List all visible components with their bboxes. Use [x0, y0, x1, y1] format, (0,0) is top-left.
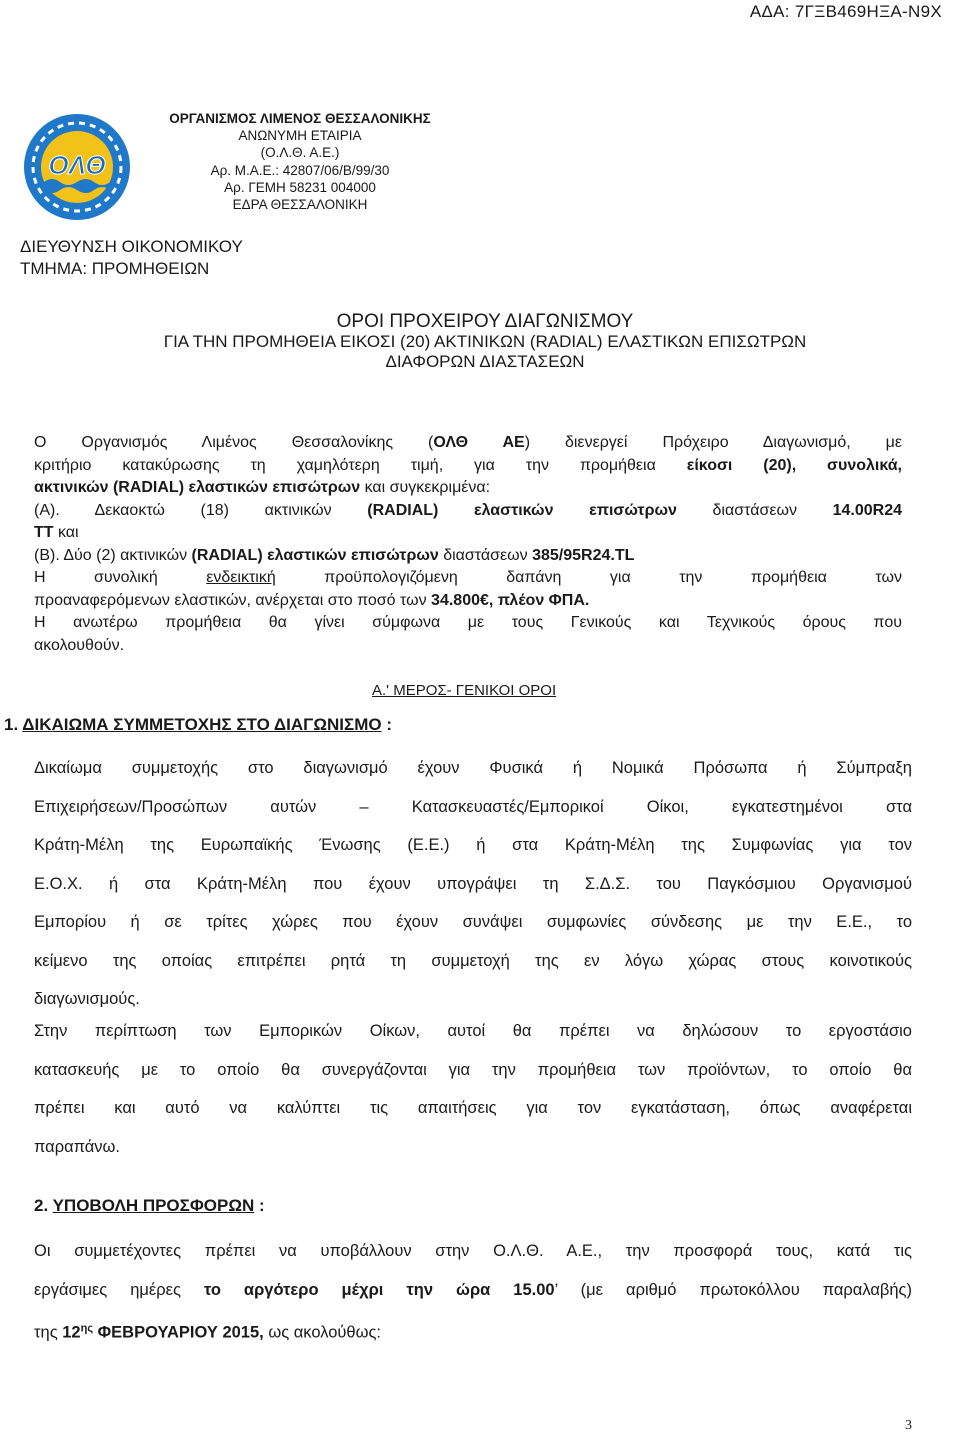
- text: ΔΙΚΑΙΩΜΑ ΣΥΜΜΕΤΟΧΗΣ ΣΤΟ ΔΙΑΓΩΝΙΣΜΟ: [22, 715, 382, 734]
- paragraph-line: Οι συμμετέχοντες πρέπει να υποβάλλουν στην Ο.Λ.Θ. Α.Ε., την προσφορά τους, κατά τις: [34, 1242, 912, 1260]
- paragraph-line: [34, 1309, 912, 1352]
- title-line: ΟΡΟΙ ΠΡΟΧΕΙΡΟΥ ΔΙΑΓΩΝΙΣΜΟΥ: [336, 311, 634, 332]
- item-b: [34, 545, 902, 568]
- paragraph-line: Επιχειρήσεων/Προσώπων αυτών – Κατασκευαστές/Εμπορικοί Οίκοι, εγκατεστημένοι στα: [34, 797, 912, 816]
- paragraph-line: παραπάνω.: [34, 1137, 121, 1156]
- intro-line: [34, 432, 902, 455]
- paragraph-line: Εμπορίου ή σε τρίτες χώρες που έχουν συνάψει συμφωνίες σύνδεσης με την Ε.Ε., το: [34, 913, 912, 931]
- svg-text:ΟΛΘ: ΟΛΘ: [48, 150, 106, 180]
- section-1-heading: [4, 715, 392, 735]
- terms-line: ακολουθούν.: [34, 636, 125, 654]
- paragraph-line: Ε.Ο.Χ. ή στα Κράτη-Μέλη που έχουν υπογράψει τη Σ.Δ.Σ. του Παγκόσμιου Οργανισμού: [34, 874, 912, 893]
- submission-paragraph: [34, 1232, 912, 1352]
- text: το αργότερο μέχρι την ώρα 15.00: [203, 1280, 555, 1299]
- paragraph-line: Δικαίωμα συμμετοχής στο διαγωνισμό έχουν Φυσικά ή Νομικά Πρόσωπα ή Σύμπραξη: [34, 759, 912, 777]
- title-line: ΓΙΑ ΤΗΝ ΠΡΟΜΗΘΕΙΑ ΕΙΚΟΣΙ (20) ΑΚΤΙΝΙΚΩΝ (RADIAL) ΕΛΑΣΤΙΚΩΝ ΕΠΙΣΩΤΡΩΝ: [163, 332, 807, 351]
- ada-code: ΑΔΑ: 7ΓΞΒ469ΗΞΑ-Ν9Χ: [749, 2, 942, 21]
- text: ) διενεργεί Πρόχειρο Διαγωνισμό, με: [524, 434, 903, 451]
- text: (Β).: [34, 546, 60, 564]
- participation-paragraph: [34, 749, 912, 1019]
- text: ΟΛΘ ΑΕ: [433, 434, 525, 451]
- org-line: Αρ. ΓΕΜΗ 58231 004000: [224, 179, 376, 195]
- title-line: ΔΙΑΦΟΡΩΝ ΔΙΑΣΤΑΣΕΩΝ: [385, 352, 585, 371]
- text: 14.00R24: [832, 501, 902, 519]
- paragraph-line: διαγωνισμούς.: [34, 990, 140, 1008]
- section-name: ΤΜΗΜΑ: ΠΡΟΜΗΘΕΙΩΝ: [20, 259, 210, 278]
- intro-line: [34, 477, 902, 500]
- text: (RADIAL) ελαστικών επισώτρων: [191, 546, 439, 564]
- superscript: ης: [80, 1322, 94, 1334]
- text: 2.: [34, 1196, 53, 1215]
- text: ΤΤ: [34, 524, 54, 541]
- org-line: Αρ. Μ.Α.Ε.: 42807/06/Β/99/30: [210, 162, 390, 178]
- org-line: ΑΝΩΝΥΜΗ ΕΤΑΙΡΙΑ: [238, 128, 362, 144]
- text: Ο Οργανισμός Λιμένος Θεσσαλονίκης (: [34, 434, 434, 451]
- text: της: [34, 1323, 63, 1342]
- paragraph-line: [34, 1271, 912, 1310]
- text: προαναφερόμενων ελαστικών, ανέρχεται στο ποσό των: [34, 591, 432, 609]
- paragraph-line: κατασκευής με το οποίο θα συνεργάζονται για την προμήθεια των προϊόντων, το οποίο θα: [34, 1060, 912, 1079]
- org-line: (Ο.Λ.Θ. Α.Ε.): [260, 145, 340, 161]
- commercial-houses-paragraph: [34, 1012, 912, 1166]
- budget-line: [34, 567, 902, 590]
- text: Δεκαοκτώ (18) ακτινικών: [59, 501, 368, 519]
- terms-line: Η ανωτέρω προμήθεια θα γίνει σύμφωνα με τους Γενικούς και Τεχνικούς όρους που: [34, 614, 902, 631]
- org-line: ΟΡΓΑΝΙΣΜΟΣ ΛΙΜΕΝΟΣ ΘΕΣΣΑΛΟΝΙΚΗΣ: [169, 111, 431, 126]
- text: :: [254, 1196, 265, 1215]
- text: ΦΕΒΡΟΥΑΡΙΟΥ 2015,: [93, 1323, 264, 1342]
- text: Η συνολική: [34, 569, 207, 586]
- text: διαστάσεων: [676, 501, 833, 519]
- item-a-cont: [34, 522, 902, 545]
- part-a-heading: Α.' ΜΕΡΟΣ- ΓΕΝΙΚΟΙ ΟΡΟΙ: [372, 682, 557, 699]
- text: 1.: [4, 715, 23, 734]
- text: κριτήριο κατακύρωσης τη χαμηλότερη τιμή, για την προμήθεια: [34, 456, 687, 474]
- paragraph-line: Στην περίπτωση των Εμπορικών Οίκων, αυτοί θα πρέπει να δηλώσουν το εργοστάσιο: [34, 1022, 912, 1040]
- department-name: ΔΙΕΥΘΥΝΣΗ ΟΙΚΟΝΟΜΙΚΟΥ: [20, 237, 243, 256]
- intro-line: [34, 455, 902, 478]
- paragraph-line: κείμενο της οποίας επιτρέπει ρητά τη συμμετοχή της εν λόγω χώρας στους κοινοτικούς: [34, 951, 912, 970]
- org-line: ΕΔΡΑ ΘΕΣΣΑΛΟΝΙΚΗ: [232, 197, 368, 213]
- text: διαστάσεων: [438, 546, 533, 564]
- text: ’ (με αριθμό πρωτοκόλλου παραλαβής): [554, 1280, 912, 1299]
- text: είκοσι (20), συνολικά,: [686, 456, 903, 474]
- paragraph-line: Κράτη-Μέλη της Ευρωπαϊκής Ένωσης (Ε.Ε.) ή στα Κράτη-Μέλη της Συμφωνίας για τον: [34, 836, 912, 854]
- text: ΥΠΟΒΟΛΗ ΠΡΟΣΦΟΡΩΝ: [52, 1196, 255, 1215]
- item-a: [34, 500, 902, 523]
- section-2-heading: [34, 1196, 265, 1216]
- department-block: [20, 236, 243, 280]
- intro-paragraph: [34, 432, 902, 657]
- text: Δύο (2) ακτινικών: [59, 546, 192, 564]
- paragraph-line: πρέπει και αυτό να καλύπτει τις απαιτήσεις για τον εγκατάσταση, όπως αναφέρεται: [34, 1099, 912, 1117]
- text: ακτινικών (RADIAL) ελαστικών επισώτρων: [34, 479, 361, 496]
- text: προϋπολογιζόμενη δαπάνη για την προμήθεια των: [275, 569, 902, 586]
- text: εργάσιμες ημέρες: [34, 1280, 204, 1299]
- text: 34.800€, πλέον ΦΠΑ.: [431, 591, 590, 609]
- budget-line: [34, 590, 902, 613]
- text: ως ακολούθως:: [263, 1323, 381, 1342]
- text: (RADIAL) ελαστικών επισώτρων: [367, 501, 677, 519]
- text: και συγκεκριμένα:: [360, 479, 491, 496]
- text: 12: [62, 1323, 81, 1342]
- page-number: 3: [905, 1418, 912, 1433]
- text: 385/95R24.TL: [532, 546, 635, 564]
- olth-logo-icon: [22, 112, 132, 222]
- text: :: [381, 715, 392, 734]
- text: ενδεικτική: [206, 569, 276, 586]
- organization-block: [140, 110, 460, 213]
- text: (Α).: [34, 501, 60, 519]
- document-title: [95, 312, 875, 372]
- text: και: [53, 524, 79, 541]
